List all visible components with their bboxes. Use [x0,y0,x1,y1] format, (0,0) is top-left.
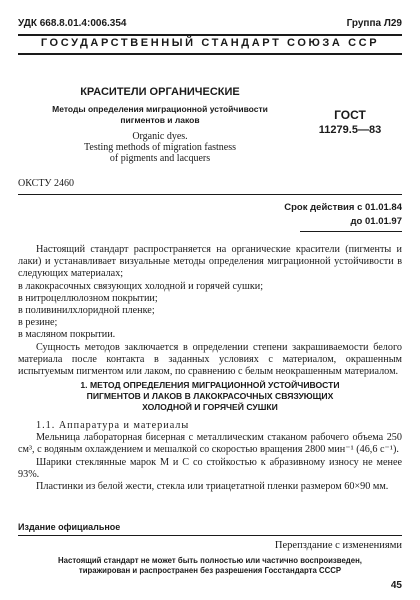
main-title: КРАСИТЕЛИ ОРГАНИЧЕСКИЕ [80,86,240,98]
subtitle-ru-line2: пигментов и лаков [120,115,200,125]
banner-rule [18,53,402,55]
validity-label: Срок действия с [284,202,363,213]
okstu-code: ОКСТУ 2460 [18,178,75,189]
validity-to [351,216,402,227]
material-item: в лакокрасочных связующих холодной и горячей сушки; [18,280,264,292]
equipment-paragraph: Мельница лабораторная бисерная с металлическим стаканом рабочего объема 250 см³, с водяным охлаждением и мешалкой со скоростью вращения 2800 мин⁻¹ (46,6 с⁻¹). [18,432,402,456]
glass-beads-paragraph: Шарики стеклянные марок М и С со стойкостью к абразивному износу не менее 93%. [18,456,402,480]
section1-heading-line3: ХОЛОДНОЙ И ГОРЯЧЕЙ СУШКИ [142,402,278,412]
title-en-line1: Organic dyes. [132,131,188,142]
section1-heading [18,380,402,413]
official-edition-label: Издание официальное [18,522,121,532]
material-item: в нитроцеллюлозном покрытии; [18,292,158,304]
method-paragraph: Сущность методов заключается в определении степени закрашиваемости белого материала после контакта в заданных условиях с материалом, окрашенным испытуемым пигментом или лаком, по сравнению с белым неокрашенным материалом. [18,341,402,378]
copyright-notice [18,556,402,576]
material-item: в поливинилхлоридной пленке; [18,305,155,317]
copyright-notice-line2: тиражирован и распространен без разрешения Госстандарта СССР [78,566,342,575]
gost-number: 11279.5—83 [318,124,382,136]
reprint-note: Перепздание с изменениями [274,540,402,551]
title-en-line3: of pigments and lacquers [109,153,211,164]
material-item: в резине; [18,317,58,329]
udk-code: УДК 668.8.01.4:006.354 [18,18,127,29]
group-code: Группа Л29 [346,18,402,29]
gost-label: ГОСТ [334,108,366,122]
plates-paragraph: Пластинки из белой жести, стекла или триацетатной пленки размером 60×90 мм. [36,481,389,493]
intro-section [18,244,402,378]
validity-from [284,202,402,213]
section1-body [18,420,402,493]
title-en-line2: Testing methods of migration fastness [83,142,237,153]
validity-rule [300,231,402,232]
subtitle-ru-line1: Методы определения миграционной устойчивости [52,104,268,114]
copyright-notice-line1: Настоящий стандарт не может быть полностью или частично воспроизведен, [58,556,362,565]
material-item: в масляном покрытии. [18,329,116,341]
page-number: 45 [390,580,402,591]
validity-to-date: 01.01.97 [365,216,402,227]
intro-paragraph: Настоящий стандарт распространяется на органические красители (пигменты и лаки) и устанавливает визуальные методы определения миграционной устойчивости в следующих материалах; [18,244,402,280]
section1-heading-line2: ПИГМЕНТОВ И ЛАКОВ В ЛАКОКРАСОЧНЫХ СВЯЗУЮЩИХ [86,391,334,401]
state-standard-banner: ГОСУДАРСТВЕННЫЙ СТАНДАРТ СОЮЗА ССР [40,37,380,49]
footer-rule [18,535,402,536]
subsection-heading: 1.1. Аппаратура и материалы [36,420,190,431]
okstu-rule [18,194,402,195]
validity-to-label: до [350,216,363,227]
validity-from-date: 01.01.84 [365,202,402,213]
top-rule [18,34,402,36]
section1-heading-line1: 1. МЕТОД ОПРЕДЕЛЕНИЯ МИГРАЦИОННОЙ УСТОЙЧИВОСТИ [80,380,340,390]
